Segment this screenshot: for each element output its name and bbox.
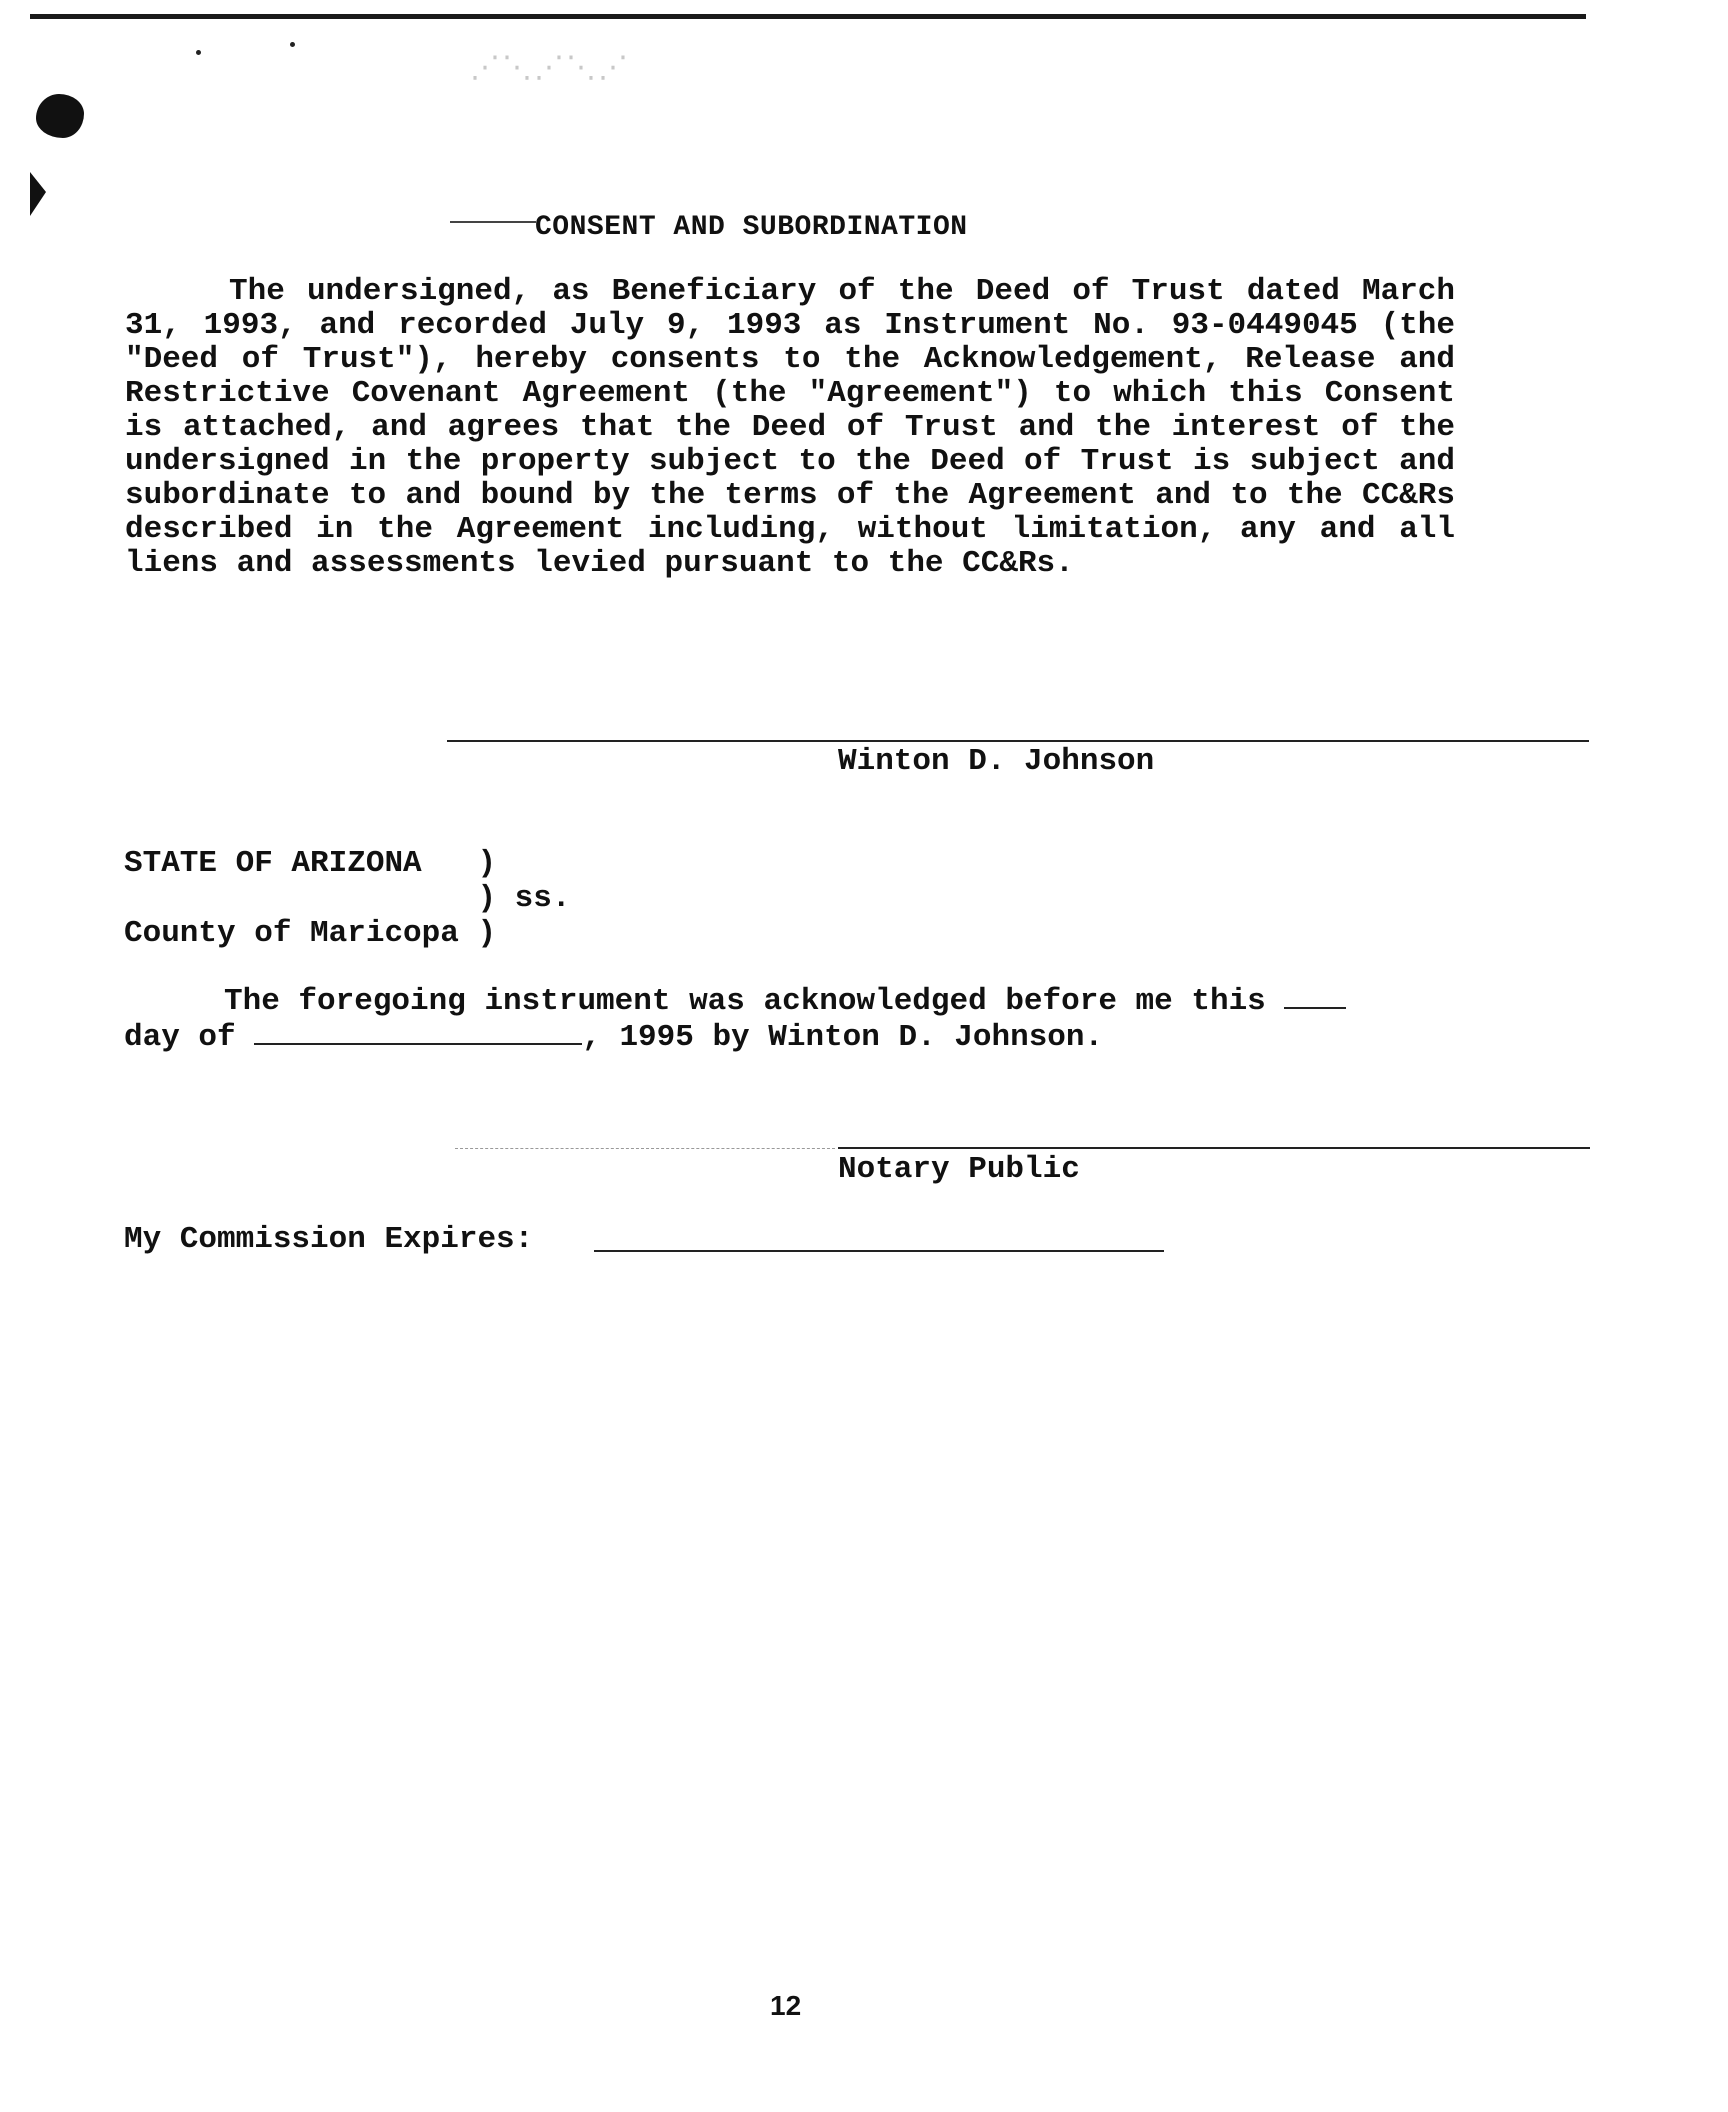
scan-speck (290, 42, 295, 47)
notary-signature-line[interactable] (838, 1147, 1590, 1149)
venue-ss-line: ) ss. (124, 881, 571, 916)
ack-text-3: , 1995 by Winton D. Johnson. (582, 1020, 1104, 1055)
notary-dotted-line (455, 1148, 835, 1149)
commission-expiry-blank[interactable] (594, 1250, 1164, 1252)
ack-day-blank[interactable] (1284, 983, 1346, 1009)
notary-label: Notary Public (838, 1152, 1080, 1187)
consent-text: The undersigned, as Beneficiary of the Deed of Trust dated March 31, 1993, and recorded July 9, 1993 as Instrument No. 93-0449045 (the "Deed of Trust"), hereby consents to the Acknowledgement, Release and Restrictive Covenant Agreement (the "Agreement") to which this Consent is attached, and agrees that the Deed of Trust and the interest of the undersigned in the property subject to the Deed of Trust is subject and subordinate to and bound by the terms of the Agreement and to the CC&Rs described in the Agreement including, without limitation, any and all liens and assessments levied pursuant to the CC&Rs. (125, 274, 1455, 581)
scan-ink-mark-icon (30, 172, 46, 216)
signatory-name: Winton D. Johnson (838, 744, 1155, 779)
title-dash (450, 221, 536, 223)
venue-block (124, 846, 570, 951)
ack-month-blank[interactable] (254, 1019, 582, 1045)
commission-label: My Commission Expires: (124, 1222, 534, 1257)
faint-stamp-icon: ⋰⋱⋰⋱⋰ (470, 50, 630, 85)
scan-top-border (30, 14, 1586, 19)
document-title: CONSENT AND SUBORDINATION (535, 212, 968, 243)
page-number: 12 (770, 1990, 802, 2021)
acknowledgment-paragraph (124, 983, 1459, 1055)
signature-line[interactable] (447, 740, 1589, 742)
scan-speck (196, 50, 201, 55)
ack-text-2: day of (124, 1020, 236, 1055)
scan-ink-blot-icon (36, 94, 84, 138)
ack-text-1: The foregoing instrument was acknowledged before me this (224, 984, 1266, 1019)
consent-paragraph (125, 275, 1455, 581)
venue-county-line: County of Maricopa ) (124, 916, 497, 951)
venue-state-line: STATE OF ARIZONA ) (124, 846, 497, 881)
